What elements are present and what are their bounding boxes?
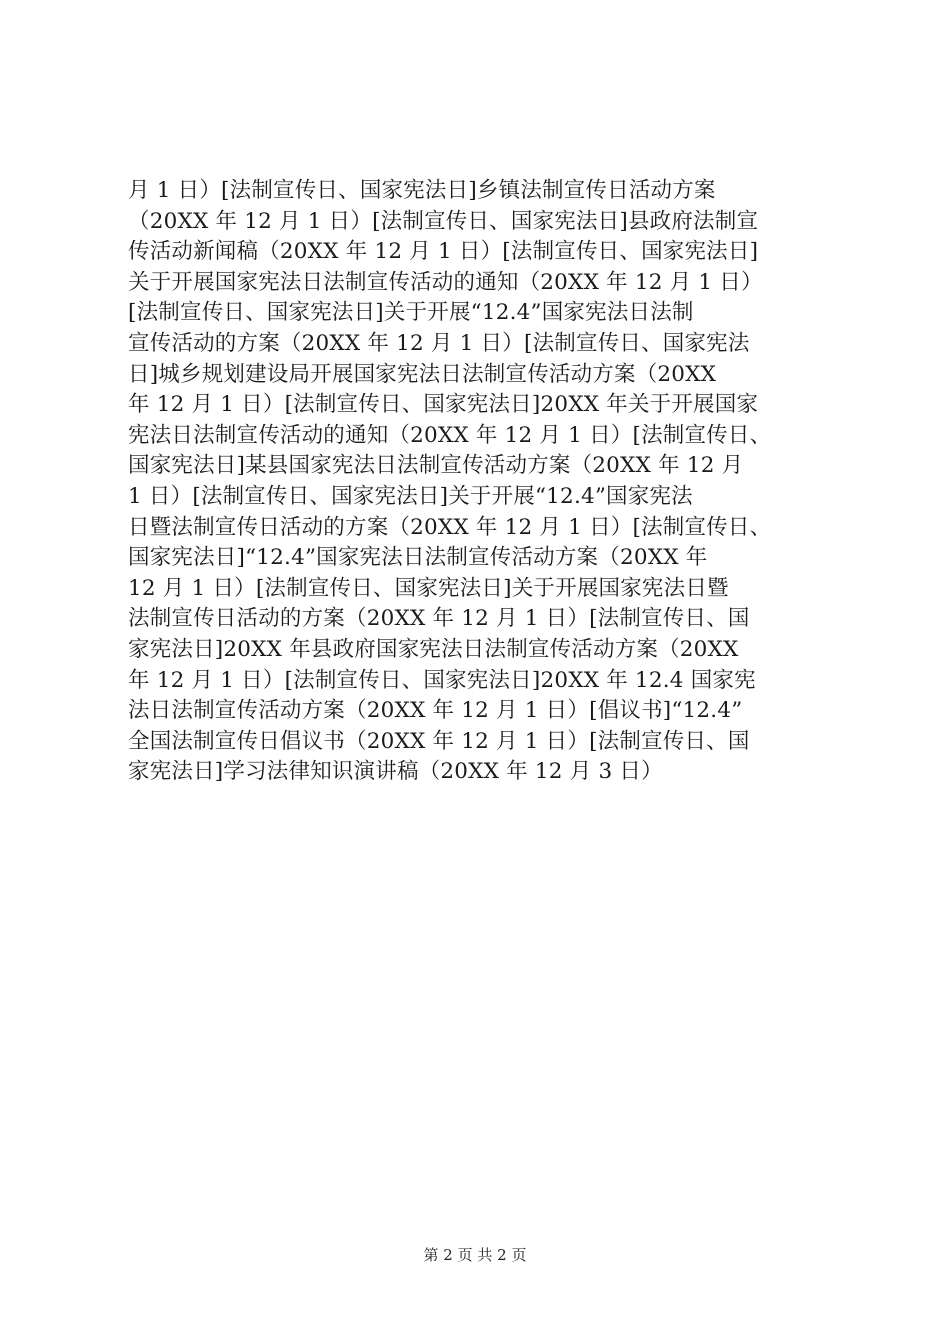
text-line: 宣传活动的方案（20XX 年 12 月 1 日）[法制宣传日、国家宪法 <box>128 330 750 356</box>
text-line: （20XX 年 12 月 1 日）[法制宣传日、国家宪法日]县政府法制宣 <box>128 208 759 234</box>
body-text <box>128 176 828 788</box>
text-line: 年 12 月 1 日）[法制宣传日、国家宪法日]20XX 年关于开展国家 <box>128 392 759 418</box>
page-number-footer: 第 2 页 共 2 页 <box>423 1246 527 1264</box>
text-line: [法制宣传日、国家宪法日]关于开展“12.4”国家宪法日法制 <box>128 300 694 326</box>
text-line: 国家宪法日]“12.4”国家宪法日法制宣传活动方案（20XX 年 <box>128 545 708 571</box>
text-line: 法日法制宣传活动方案（20XX 年 12 月 1 日）[倡议书]“12.4” <box>128 698 743 724</box>
text-line: 家宪法日]20XX 年县政府国家宪法日法制宣传活动方案（20XX <box>128 636 739 662</box>
text-line: 1 日）[法制宣传日、国家宪法日]关于开展“12.4”国家宪法 <box>128 483 693 509</box>
text-line: 家宪法日]学习法律知识演讲稿（20XX 年 12 月 3 日） <box>128 759 663 785</box>
text-line: 日暨法制宣传日活动的方案（20XX 年 12 月 1 日）[法制宣传日、 <box>128 514 772 540</box>
text-line: 年 12 月 1 日）[法制宣传日、国家宪法日]20XX 年 12.4 国家宪 <box>128 667 756 693</box>
text-line: 全国法制宣传日倡议书（20XX 年 12 月 1 日）[法制宣传日、国 <box>128 728 750 754</box>
text-line: 宪法日法制宣传活动的通知（20XX 年 12 月 1 日）[法制宣传日、 <box>128 422 772 448</box>
text-line: 12 月 1 日）[法制宣传日、国家宪法日]关于开展国家宪法日暨 <box>128 575 729 601</box>
text-line: 法制宣传日活动的方案（20XX 年 12 月 1 日）[法制宣传日、国 <box>128 606 750 632</box>
text-line: 关于开展国家宪法日法制宣传活动的通知（20XX 年 12 月 1 日） <box>128 269 763 295</box>
text-line: 月 1 日）[法制宣传日、国家宪法日]乡镇法制宣传日活动方案 <box>128 178 716 203</box>
text-line: 国家宪法日]某县国家宪法日法制宣传活动方案（20XX 年 12 月 <box>128 453 744 479</box>
text-line: 日]城乡规划建设局开展国家宪法日法制宣传活动方案（20XX <box>128 361 717 387</box>
text-line: 传活动新闻稿（20XX 年 12 月 1 日）[法制宣传日、国家宪法日] <box>128 239 759 265</box>
